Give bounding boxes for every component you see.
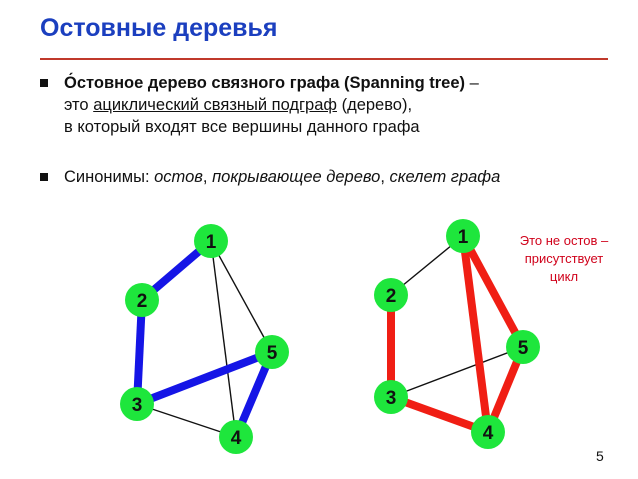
left-node-3 [120, 387, 154, 421]
right-node-4 [471, 415, 505, 449]
right-node-3-label: 3 [385, 388, 397, 409]
left-edge-1-5 [211, 241, 272, 352]
right-node-3 [374, 380, 408, 414]
left-node-5-label: 5 [266, 343, 278, 364]
left-node-1 [194, 224, 228, 258]
note-line-3: цикл [549, 269, 579, 284]
not-spanning-tree-note [508, 232, 620, 286]
synonyms-prefix: Синонимы: [64, 168, 155, 186]
definition-underlined: ациклический связный подграф [93, 96, 337, 114]
synonym-sep-1: , [202, 168, 213, 186]
definition-dash: – [465, 74, 479, 92]
definition-line2-post: (дерево), [336, 96, 413, 114]
left-node-1-label: 1 [205, 232, 217, 253]
synonym-term-3: скелет графа [389, 168, 501, 186]
left-edge-1-4 [211, 241, 236, 437]
definition-term: О́стовное дерево связного графа (Spanning tree) [64, 74, 466, 92]
right-node-1 [446, 219, 480, 253]
synonym-term-2: покрывающее дерево [212, 168, 381, 186]
left-graph [120, 224, 289, 454]
left-node-4 [219, 420, 253, 454]
right-node-1-label: 1 [457, 227, 469, 248]
left-node-5 [255, 335, 289, 369]
right-node-4-label: 4 [482, 423, 494, 444]
page-number: 5 [596, 448, 604, 464]
left-node-2-label: 2 [136, 291, 148, 312]
right-node-5-label: 5 [517, 338, 529, 359]
left-node-3-label: 3 [131, 395, 143, 416]
slide-title: Остовные деревья [40, 14, 278, 42]
definition-line3: в который входят все вершины данного графа [64, 118, 420, 136]
synonym-term-1: остов [154, 168, 203, 186]
left-node-2 [125, 283, 159, 317]
note-line-2: присутствует [524, 251, 604, 266]
right-node-2 [374, 278, 408, 312]
synonym-sep-2: , [380, 168, 390, 186]
right-node-5 [506, 330, 540, 364]
definition-line2-pre: это [64, 96, 94, 114]
left-node-4-label: 4 [230, 428, 242, 449]
note-line-1: Это не остов – [519, 233, 609, 248]
right-node-2-label: 2 [385, 286, 397, 307]
